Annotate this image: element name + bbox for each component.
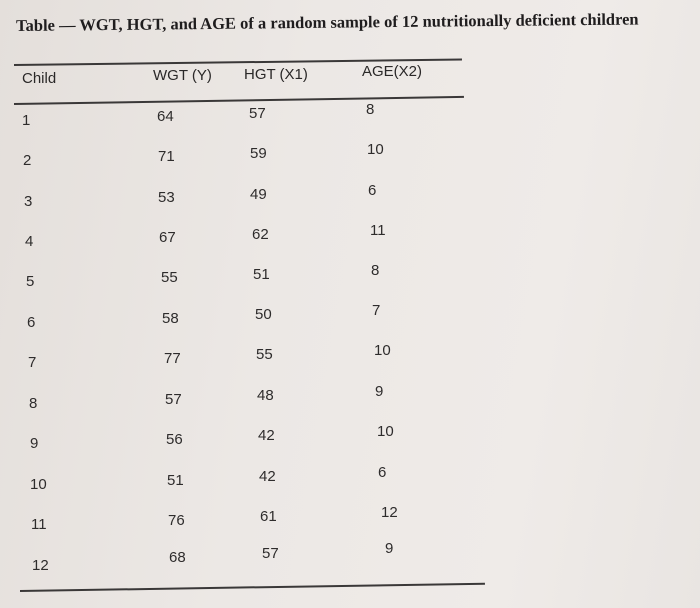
column-header-age: AGE(X2)	[362, 63, 423, 80]
cell-wgt: 51	[167, 472, 184, 489]
cell-child: 1	[22, 112, 31, 129]
cell-age: 8	[371, 262, 380, 279]
cell-hgt: 50	[255, 306, 272, 323]
cell-hgt: 49	[250, 186, 267, 203]
cell-hgt: 51	[253, 266, 270, 283]
cell-child: 12	[32, 557, 49, 574]
cell-age: 11	[370, 222, 386, 239]
cell-wgt: 67	[159, 229, 176, 246]
cell-child: 9	[30, 435, 39, 452]
cell-wgt: 71	[158, 148, 175, 165]
cell-age: 6	[378, 464, 387, 481]
cell-age: 10	[377, 423, 394, 440]
cell-hgt: 62	[252, 226, 269, 243]
column-header-child: Child	[22, 70, 57, 87]
cell-age: 10	[374, 342, 391, 359]
cell-wgt: 55	[161, 269, 178, 286]
cell-wgt: 68	[169, 549, 186, 566]
cell-wgt: 57	[165, 391, 182, 408]
cell-wgt: 56	[166, 431, 183, 448]
cell-wgt: 76	[168, 512, 185, 529]
cell-age: 6	[368, 182, 377, 199]
cell-hgt: 61	[260, 508, 277, 525]
cell-hgt: 55	[256, 346, 273, 363]
table-header-rule	[14, 96, 464, 105]
cell-hgt: 42	[258, 427, 275, 444]
cell-child: 7	[28, 354, 37, 371]
cell-hgt: 57	[262, 545, 279, 562]
cell-child: 2	[23, 152, 32, 169]
cell-hgt: 57	[249, 105, 266, 122]
cell-child: 6	[27, 314, 36, 331]
cell-age: 8	[366, 101, 375, 118]
cell-child: 10	[30, 476, 47, 493]
cell-wgt: 77	[164, 350, 181, 367]
cell-child: 8	[29, 395, 38, 412]
cell-age: 9	[385, 540, 394, 557]
cell-wgt: 64	[157, 108, 174, 125]
column-header-hgt: HGT (X1)	[244, 66, 308, 83]
table-title: Table — WGT, HGT, and AGE of a random sample of 12 nutritionally deficient children	[16, 9, 639, 35]
column-header-wgt: WGT (Y)	[153, 67, 212, 84]
cell-hgt: 48	[257, 387, 274, 404]
cell-hgt: 59	[250, 145, 267, 162]
cell-age: 9	[375, 383, 384, 400]
cell-wgt: 58	[162, 310, 179, 327]
cell-child: 5	[26, 273, 35, 290]
cell-wgt: 53	[158, 189, 175, 206]
cell-child: 3	[24, 193, 33, 210]
cell-child: 11	[31, 516, 47, 533]
cell-age: 10	[367, 141, 384, 158]
cell-hgt: 42	[259, 468, 276, 485]
cell-age: 12	[381, 504, 398, 521]
cell-child: 4	[25, 233, 34, 250]
cell-age: 7	[372, 302, 381, 319]
table-bottom-rule	[20, 583, 485, 592]
